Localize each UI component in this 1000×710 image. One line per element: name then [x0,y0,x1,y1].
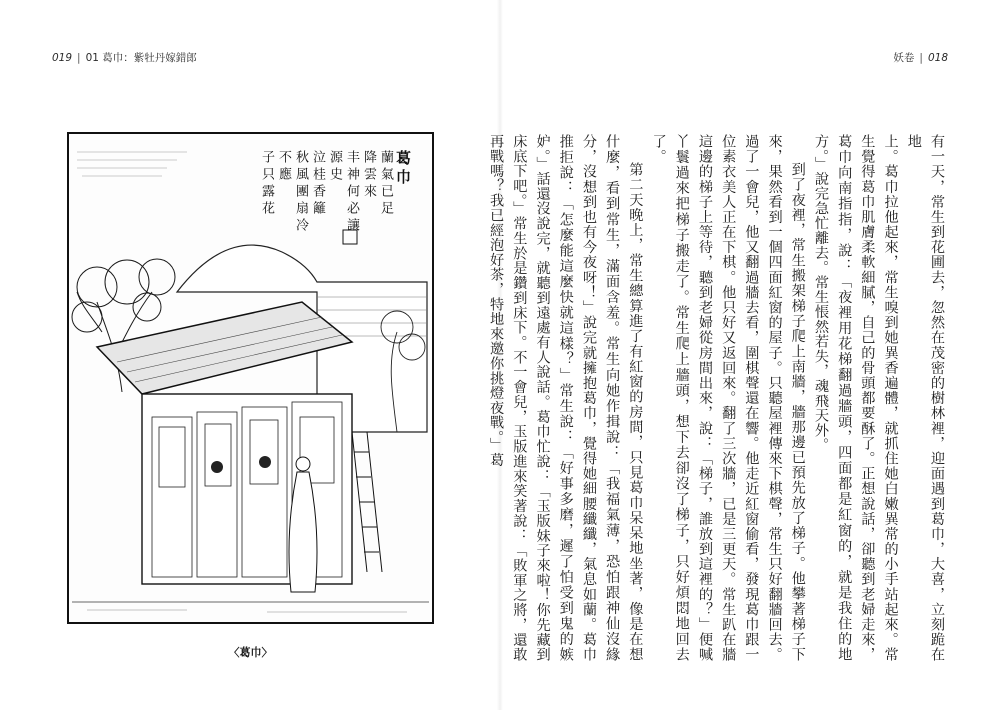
left-page-number: 019 [52,52,73,64]
right-running-title: 妖卷 [893,52,915,64]
inscription-line-7: 不應 [276,150,291,184]
inscription-line-4: 源史 [327,150,342,184]
right-page-header [893,50,948,66]
inscription-line-3: 丰神何必讓 [344,150,359,235]
left-running-title: 01 葛巾：紫牡丹嫁錯郎 [85,52,197,64]
left-page-header [52,50,197,66]
header-separator: | [77,52,81,64]
inscription-line-5: 泣桂香籬 [310,150,325,218]
body-intro: 有一天，常生到花圃去，忽然在茂密的樹林裡，迎面遇到葛巾，大喜，立刻跪在地 [905,134,945,662]
inscription-line-6: 秋風團扇冷 [293,150,308,235]
figure-caption: 〈葛巾〉 [228,646,273,659]
body-text [488,134,948,662]
inscription-line-1: 蘭氣已足 [378,150,393,218]
body-paragraph-3: 第二天晚上，常生總算進了有紅窗的房間，只見葛巾呆呆地坐著，像是在想什麼，看到常生，滿面含羞。常生向她作揖說：「我福氣薄，恐怕跟神仙沒緣分，沒想到也有今夜呀！」說完就擁抱葛巾，覺得她細腰纖纖，氣息如蘭。葛巾推拒說：「怎麼能這麼快就這樣？」常生說：「好事多磨，遲了怕受到鬼的嫉妒。」話還沒說完，就聽到遠處有人說話。葛巾忙說：「玉版妹子來啦！你先藏到床底下吧。」常生於是鑽到床下。不一會兒，玉版進來笑著說：「敗軍之將，還敢再戰嗎？我已經泡好茶，特地來邀你挑燈夜戰。」葛 [488,134,644,662]
body-paragraph-2: 到了夜裡，常生搬架梯子爬上南牆，牆那邊已預先放了梯子。他攀著梯子下來，果然看到一個四面紅窗的屋子。只聽屋裡傳來下棋聲，常生只好翻牆回去。過了一會兒，他又翻過牆去看，圍棋聲還在響。他走近紅窗偷看，發現葛巾跟一位素衣美人正在下棋。他只好又返回來。翻了三次牆，已是三更天。常生趴在牆這邊的梯子上等待，聽到老婦從房間出來，說：「梯子，誰放到這裡的？」便喊丫鬟過來把梯子搬走了。常生爬上牆頭，想下去卻沒了梯子，只好煩悶地回去了。 [650,134,806,662]
body-paragraph-1: 上。葛巾拉他起來，常生嗅到她異香遍體，就抓住她白嫩異常的小手站起來。常生覺得葛巾肌膚柔軟細膩，自己的骨頭都要酥了。正想說話，卻聽到老婦走來，葛巾向南指指，說：「夜裡用花梯翻過牆頭，四面都是紅窗的，就是我住的地方。」說完急忙離去。常生悵然若失，魂飛天外。 [812,134,899,662]
inscription-title: 葛巾 [394,150,412,188]
inscription [258,150,412,320]
inscription-line-2: 降雲來 [361,150,376,201]
woodblock-illustration [67,132,434,624]
header-separator: | [919,52,923,64]
inscription-line-8: 子只露花 [259,150,274,218]
right-page-number: 018 [927,52,948,64]
